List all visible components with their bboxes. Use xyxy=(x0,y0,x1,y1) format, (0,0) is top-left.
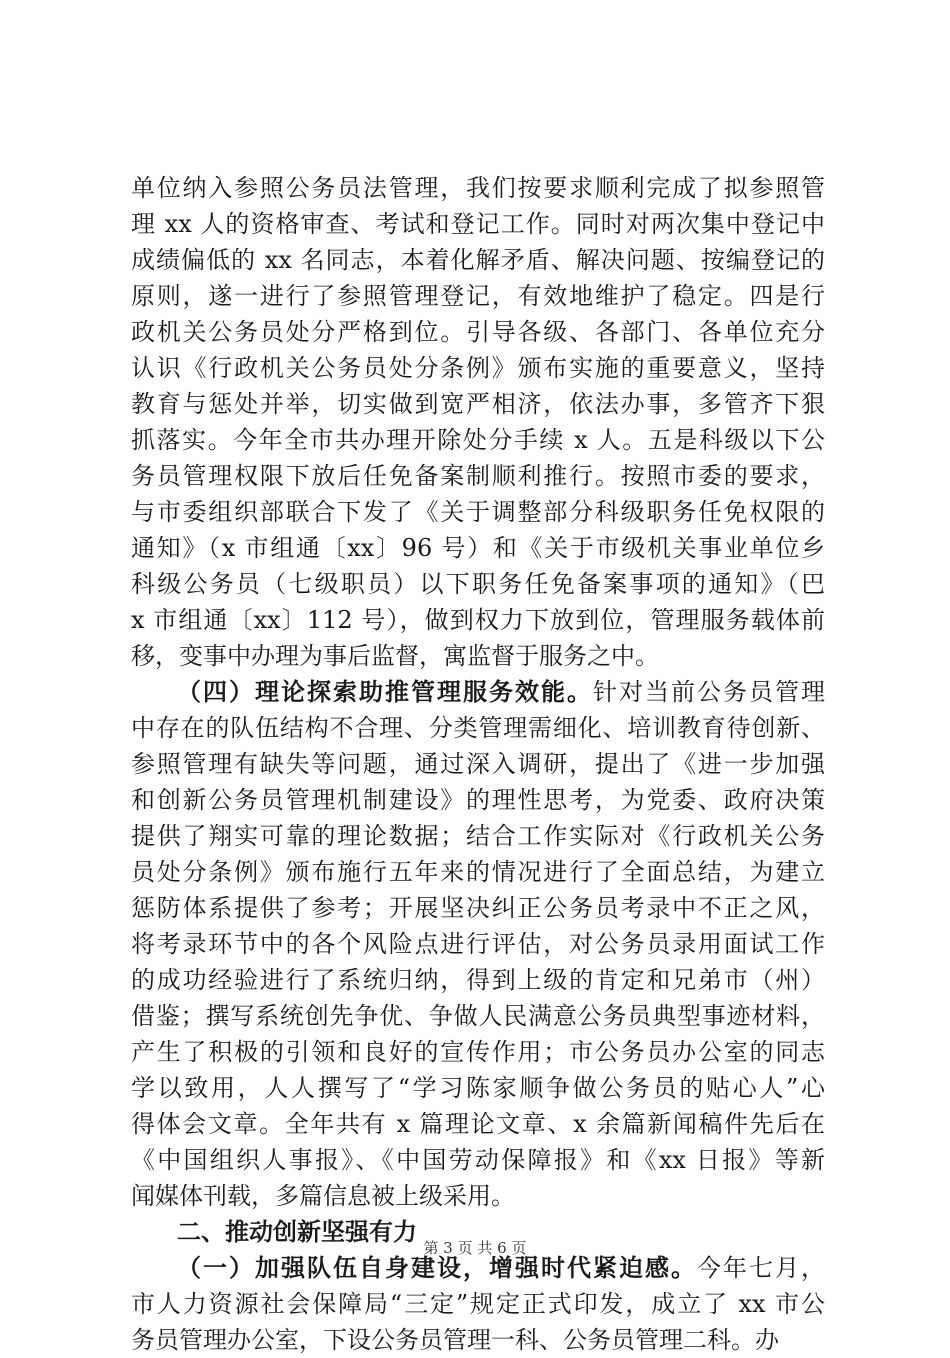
line-text: 移，变事中办理为事后监督，寓监督于服务之中。 xyxy=(131,642,659,670)
line-text: 学以致用，人人撰写了“学习陈家顺争做公务员的贴心人”心 xyxy=(131,1074,825,1102)
section-heading: （一）加强队伍自身建设，增强时代紧迫感。 xyxy=(177,1253,697,1282)
line-text: 市人力资源社会保障局“三定”规定正式印发，成立了 xx 市公 xyxy=(131,1290,825,1318)
page-footer: 第 3 页 共 6 页 xyxy=(423,1239,527,1257)
text-line xyxy=(131,638,825,674)
text-line xyxy=(131,350,825,386)
text-line xyxy=(131,1286,825,1322)
text-line xyxy=(131,782,825,818)
line-text: 原则，遂一进行了参照管理登记，有效地维护了稳定。四是行 xyxy=(131,282,825,310)
text-line xyxy=(131,890,825,926)
line-text: 闻媒体刊载，多篇信息被上级采用。 xyxy=(131,1182,515,1210)
text-line xyxy=(131,818,825,854)
line-text: 通知》（x 市组通〔xx〕96 号）和《关于市级机关事业单位乡 xyxy=(131,534,825,562)
text-line xyxy=(131,1178,825,1214)
text-line xyxy=(131,1070,825,1106)
line-text: 成绩偏低的 xx 名同志，本着化解矛盾、解决问题、按编登记的 xyxy=(131,246,825,274)
line-text: 员处分条例》颁布施行五年来的情况进行了全面总结，为建立 xyxy=(131,858,825,886)
text-line xyxy=(131,422,825,458)
line-text: 惩防体系提供了参考；开展坚决纠正公务员考录中不正之风， xyxy=(131,894,825,922)
line-text: x 市组通〔xx〕112 号），做到权力下放到位，管理服务载体前 xyxy=(131,606,825,634)
text-line xyxy=(131,530,825,566)
document-body xyxy=(131,170,825,1358)
line-text: 认识《行政机关公务员处分条例》颁布实施的重要意义，坚持 xyxy=(131,354,825,382)
line-text: 单位纳入参照公务员法管理，我们按要求顺利完成了拟参照管 xyxy=(131,174,825,202)
text-line xyxy=(131,602,825,638)
line-text: 与市委组织部联合下发了《关于调整部分科级职务任免权限的 xyxy=(131,498,825,526)
line-text: 的成功经验进行了系统归纳，得到上级的肯定和兄弟市（州） xyxy=(131,966,825,994)
text-line xyxy=(131,926,825,962)
text-line xyxy=(131,1142,825,1178)
text-line xyxy=(131,746,825,782)
text-line xyxy=(131,674,825,710)
line-text: 科级公务员（七级职员）以下职务任免备案事项的通知》（巴 xyxy=(131,570,825,598)
line-text: 务员管理权限下放后任免备案制顺利推行。按照市委的要求， xyxy=(131,462,825,490)
text-line xyxy=(131,1322,825,1358)
text-line xyxy=(131,458,825,494)
text-line xyxy=(131,1034,825,1070)
text-line xyxy=(131,170,825,206)
line-text: 得体会文章。全年共有 x 篇理论文章、x 余篇新闻稿件先后在 xyxy=(131,1110,825,1138)
text-line xyxy=(131,386,825,422)
section-heading: 二、推动创新坚强有力 xyxy=(177,1217,417,1246)
section-heading: （四）理论探索助推管理服务效能。 xyxy=(177,677,593,706)
text-line xyxy=(131,494,825,530)
line-text: 《中国组织人事报》、《中国劳动保障报》和《xx 日报》等新 xyxy=(131,1146,825,1174)
text-line xyxy=(131,998,825,1034)
text-line xyxy=(131,206,825,242)
text-line xyxy=(131,1106,825,1142)
line-text: 务员管理办公室，下设公务员管理一科、公务员管理二科。办 xyxy=(131,1326,779,1354)
text-line xyxy=(131,854,825,890)
line-text: 产生了积极的引领和良好的宣传作用；市公务员办公室的同志 xyxy=(131,1038,825,1066)
line-text: 和创新公务员管理机制建设》的理性思考，为党委、政府决策 xyxy=(131,786,825,814)
text-line xyxy=(131,242,825,278)
line-text: 理 xx 人的资格审查、考试和登记工作。同时对两次集中登记中 xyxy=(131,210,825,238)
text-line xyxy=(131,710,825,746)
line-text: 针对当前公务员管理 xyxy=(593,678,825,706)
line-text: 提供了翔实可靠的理论数据；结合工作实际对《行政机关公务 xyxy=(131,822,825,850)
text-line xyxy=(131,566,825,602)
line-text: 政机关公务员处分严格到位。引导各级、各部门、各单位充分 xyxy=(131,318,825,346)
text-line xyxy=(131,278,825,314)
line-text: 今年七月， xyxy=(697,1254,825,1282)
line-text: 抓落实。今年全市共办理开除处分手续 x 人。五是科级以下公 xyxy=(131,426,825,454)
line-text: 借鉴；撰写系统创先争优、争做人民满意公务员典型事迹材料， xyxy=(131,1002,825,1030)
line-text: 将考录环节中的各个风险点进行评估，对公务员录用面试工作 xyxy=(131,930,825,958)
line-text: 中存在的队伍结构不合理、分类管理需细化、培训教育待创新、 xyxy=(131,714,825,742)
line-text: 参照管理有缺失等问题，通过深入调研，提出了《进一步加强 xyxy=(131,750,825,778)
line-text: 教育与惩处并举，切实做到宽严相济，依法办事，多管齐下狠 xyxy=(131,390,825,418)
text-line xyxy=(131,962,825,998)
text-line xyxy=(131,314,825,350)
